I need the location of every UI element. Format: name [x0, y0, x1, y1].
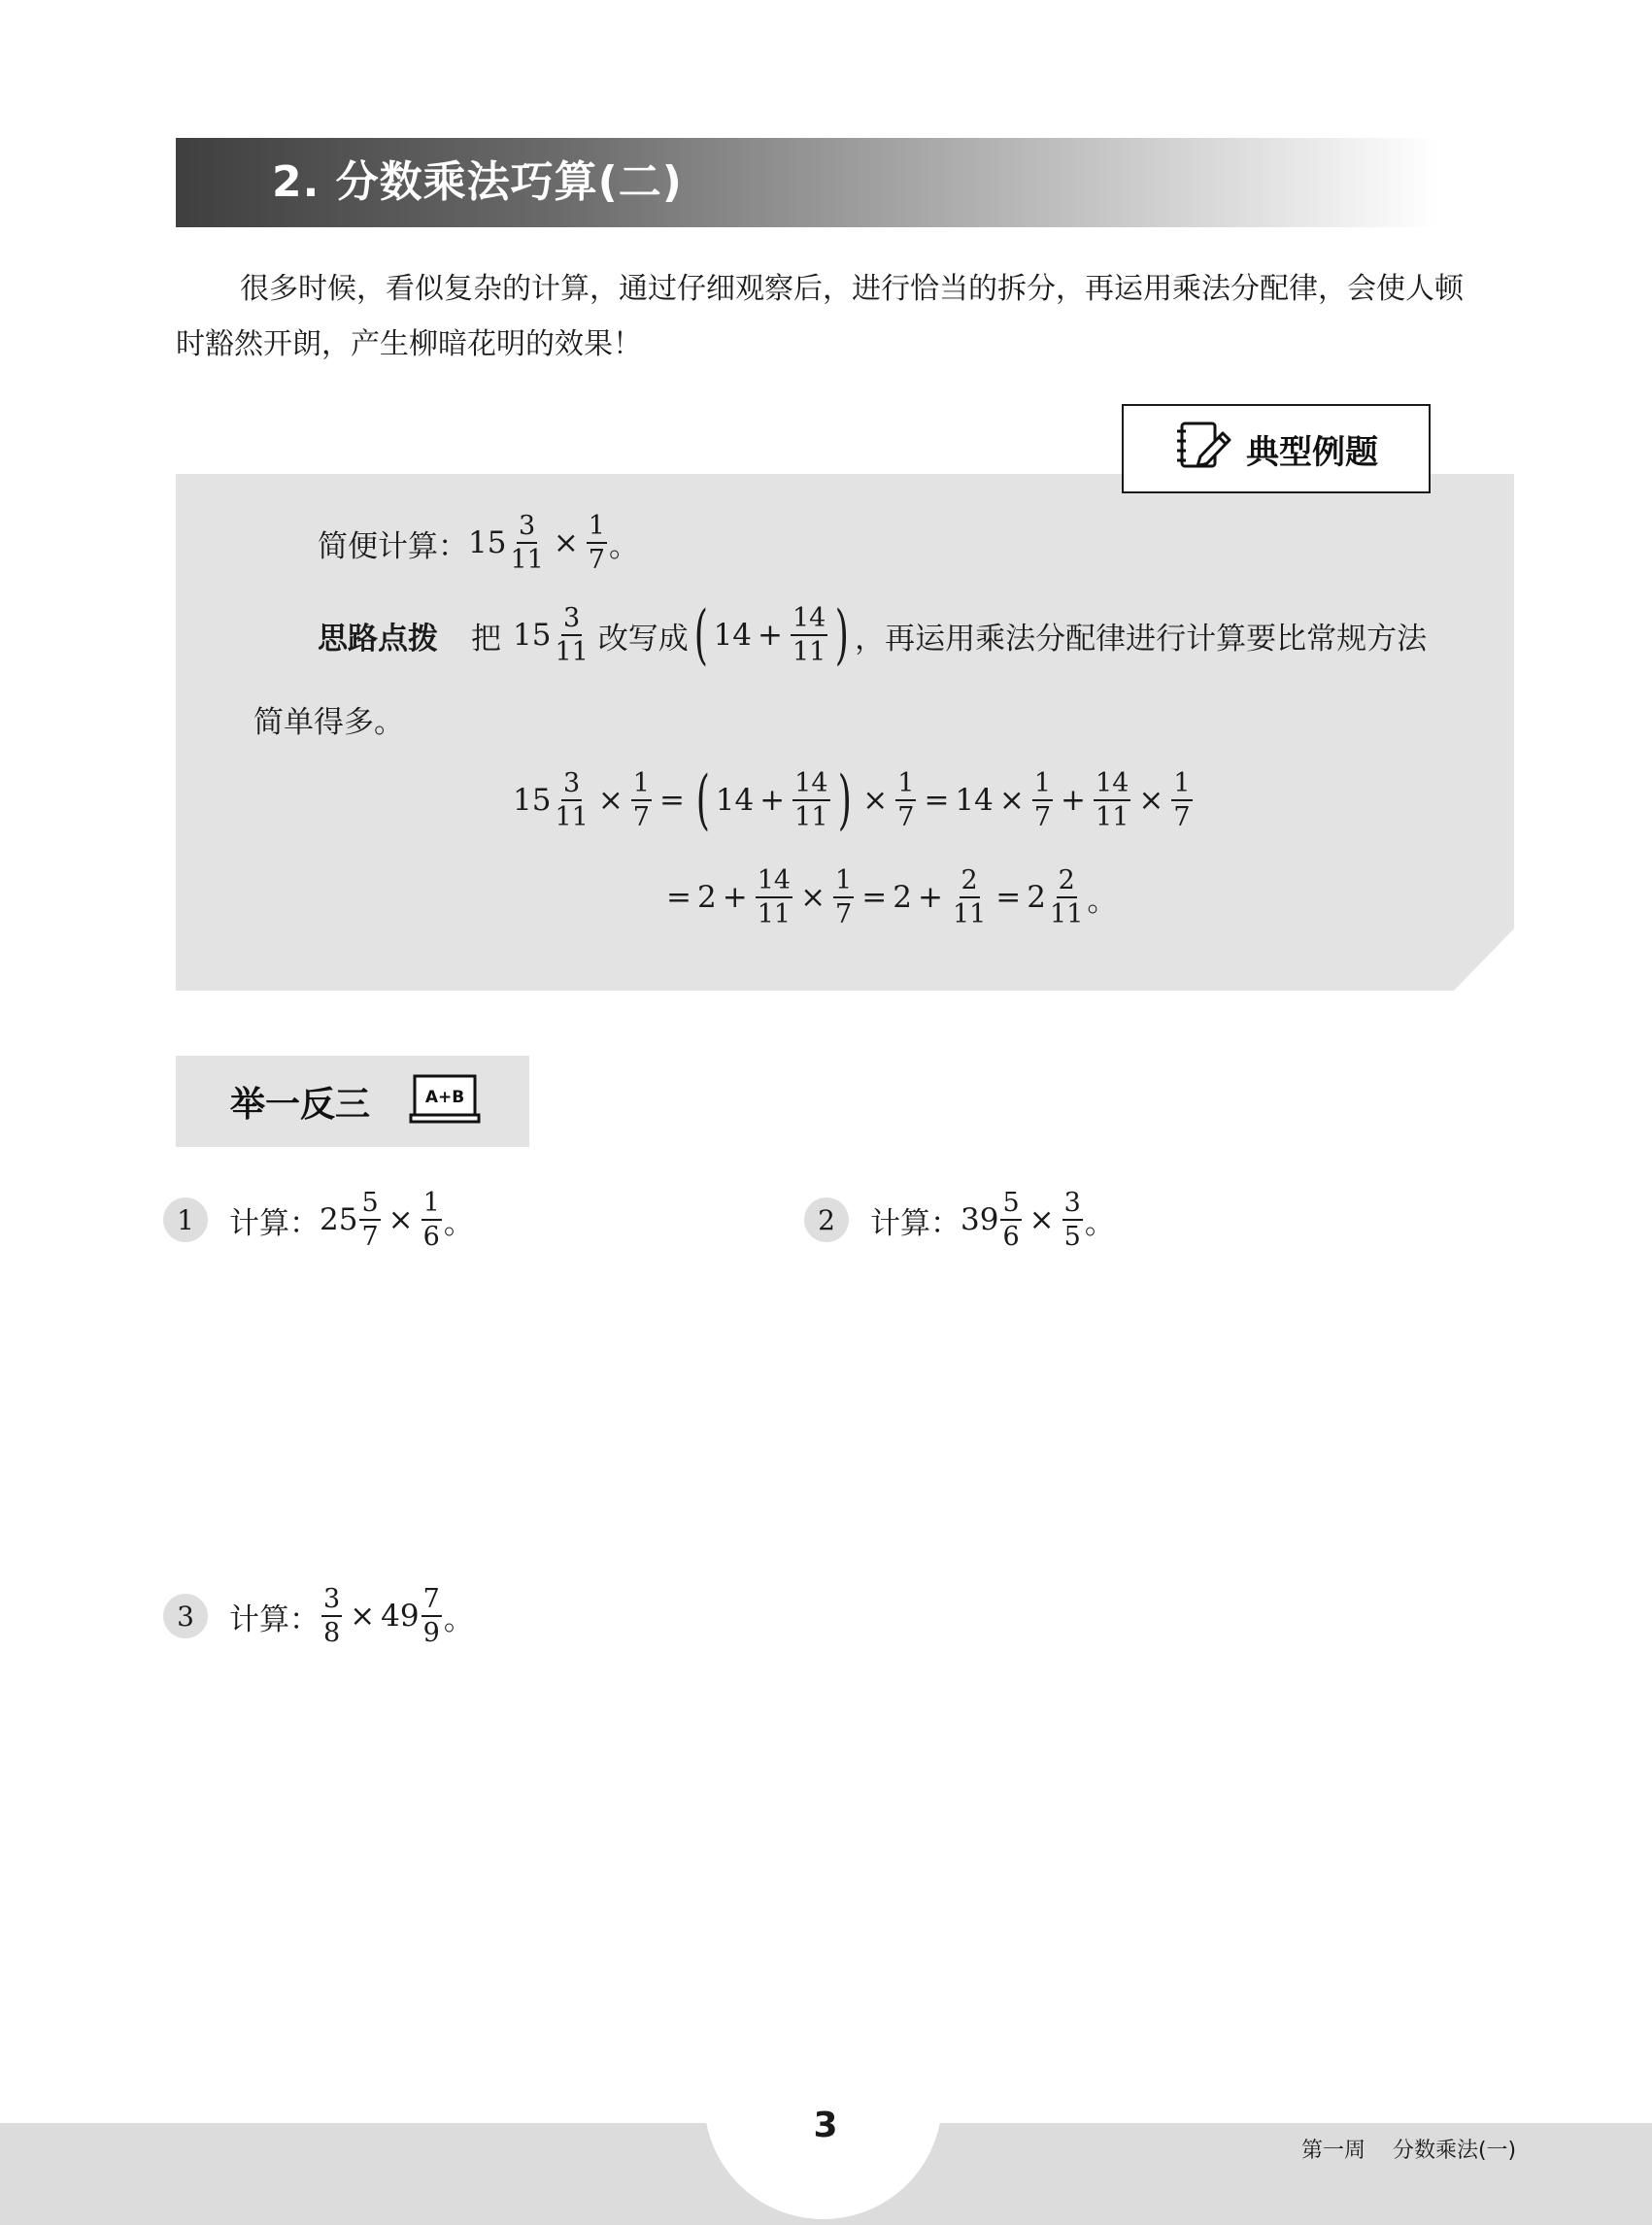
right-paren: )	[837, 762, 852, 837]
equals: =	[861, 880, 888, 915]
fraction: $\frac{3}{11}$	[510, 511, 544, 575]
left-paren: (	[693, 597, 708, 672]
footer-page-circle	[704, 1981, 942, 2219]
fraction: $\frac{1}{7}$	[1033, 768, 1052, 832]
number: 2	[1027, 880, 1047, 915]
operator: +	[722, 880, 748, 915]
exercise-3	[163, 1583, 474, 1649]
equals: =	[658, 783, 685, 818]
fraction: $\frac{14}{11}$	[792, 603, 826, 667]
punctuation: 。	[443, 1205, 474, 1241]
fraction: $\frac{2}{11}$	[952, 865, 987, 929]
operator: +	[1061, 783, 1087, 818]
operator: +	[759, 783, 786, 818]
number: 14	[955, 783, 994, 818]
exercise-label: 计算：	[229, 1601, 320, 1637]
punctuation: 。	[608, 528, 639, 564]
punctuation: 。	[1087, 883, 1118, 919]
hint-label: 思路点拨	[318, 621, 438, 657]
number: 2	[893, 880, 912, 915]
hint-line-2: 简单得多。	[253, 705, 404, 740]
example-question	[318, 510, 639, 576]
exercise-label: 计算：	[870, 1205, 961, 1241]
fraction: $\frac{3}{11}$	[555, 603, 589, 667]
fraction: $\frac{1}{7}$	[1173, 768, 1191, 832]
hint-line	[318, 597, 1428, 672]
mixed-whole: 15	[468, 525, 507, 560]
fraction: $\frac{2}{11}$	[1050, 865, 1084, 929]
notebook-pencil-icon	[1174, 418, 1232, 480]
solution-line-1	[513, 762, 1195, 837]
operator: ×	[388, 1202, 414, 1237]
fraction: $\frac{1}{6}$	[422, 1188, 440, 1252]
fraction: $\frac{3}{8}$	[323, 1584, 341, 1648]
operator: +	[917, 880, 943, 915]
exercise-number-badge: 1	[163, 1197, 208, 1242]
fraction: $\frac{3}{11}$	[555, 768, 589, 832]
fraction: $\frac{1}{7}$	[897, 768, 915, 832]
practice-tag	[176, 1056, 529, 1147]
blackboard-icon	[409, 1072, 481, 1130]
fraction: $\frac{14}{11}$	[1096, 768, 1129, 832]
exercise-1	[163, 1187, 474, 1253]
running-head: 第一周 分数乘法(一)	[1301, 2139, 1517, 2163]
solution-line-2	[660, 864, 1117, 930]
page-title: 2. 分数乘法巧算(二)	[272, 157, 683, 207]
example-tag	[1122, 404, 1431, 493]
mixed-whole: 15	[513, 618, 552, 653]
fraction: $\frac{5}{7}$	[361, 1188, 379, 1252]
exercise-label: 计算：	[229, 1205, 320, 1241]
page-number: 3	[813, 2106, 838, 2145]
equals: =	[995, 880, 1022, 915]
equals: =	[666, 880, 691, 915]
example-question-label: 简便计算：	[318, 528, 468, 564]
number: 14	[715, 783, 755, 818]
fraction: $\frac{1}{7}$	[835, 865, 853, 929]
fraction: $\frac{1}{7}$	[632, 768, 650, 832]
intro-paragraph-line-2: 时豁然开朗，产生柳暗花明的效果！	[176, 327, 642, 361]
exercise-number-badge: 2	[804, 1197, 849, 1242]
operator: ×	[597, 783, 624, 818]
hint-text: 把	[471, 621, 501, 657]
operator: +	[758, 618, 783, 653]
number: 14	[713, 618, 753, 653]
fraction: $\frac{14}{11}$	[757, 865, 792, 929]
punctuation: 。	[1084, 1205, 1115, 1241]
hint-text: ，再运用乘法分配律进行计算要比常规方法	[855, 621, 1428, 657]
right-paren: )	[835, 597, 850, 672]
operator: ×	[1138, 783, 1164, 818]
operator: ×	[800, 880, 826, 915]
fraction: $\frac{5}{6}$	[1002, 1188, 1020, 1252]
operator: ×	[998, 783, 1025, 818]
fraction: $\frac{14}{11}$	[794, 768, 828, 832]
number: 49	[381, 1599, 420, 1634]
equals: =	[924, 783, 950, 818]
punctuation: 。	[443, 1601, 474, 1637]
operator: ×	[1028, 1202, 1055, 1237]
hint-text: 改写成	[597, 621, 689, 657]
svg-text:A+B: A+B	[424, 1088, 465, 1107]
operator: ×	[862, 783, 889, 818]
operator: ×	[553, 525, 579, 560]
left-paren: (	[695, 762, 710, 837]
exercise-number-badge: 3	[163, 1594, 208, 1638]
fraction: $\frac{1}{7}$	[588, 511, 605, 575]
fraction: $\frac{7}{9}$	[422, 1584, 440, 1648]
number: 15	[513, 783, 552, 818]
example-tag-label: 典型例题	[1246, 432, 1378, 472]
exercise-2	[804, 1187, 1115, 1253]
number: 25	[320, 1202, 358, 1237]
fraction: $\frac{3}{5}$	[1063, 1188, 1081, 1252]
number: 39	[961, 1202, 999, 1237]
operator: ×	[350, 1599, 376, 1634]
number: 2	[696, 880, 717, 915]
practice-label: 举一反三	[230, 1084, 371, 1125]
intro-paragraph-line-1: 很多时候，看似复杂的计算，通过仔细观察后，进行恰当的拆分，再运用乘法分配律，会使人顿	[240, 272, 1464, 306]
